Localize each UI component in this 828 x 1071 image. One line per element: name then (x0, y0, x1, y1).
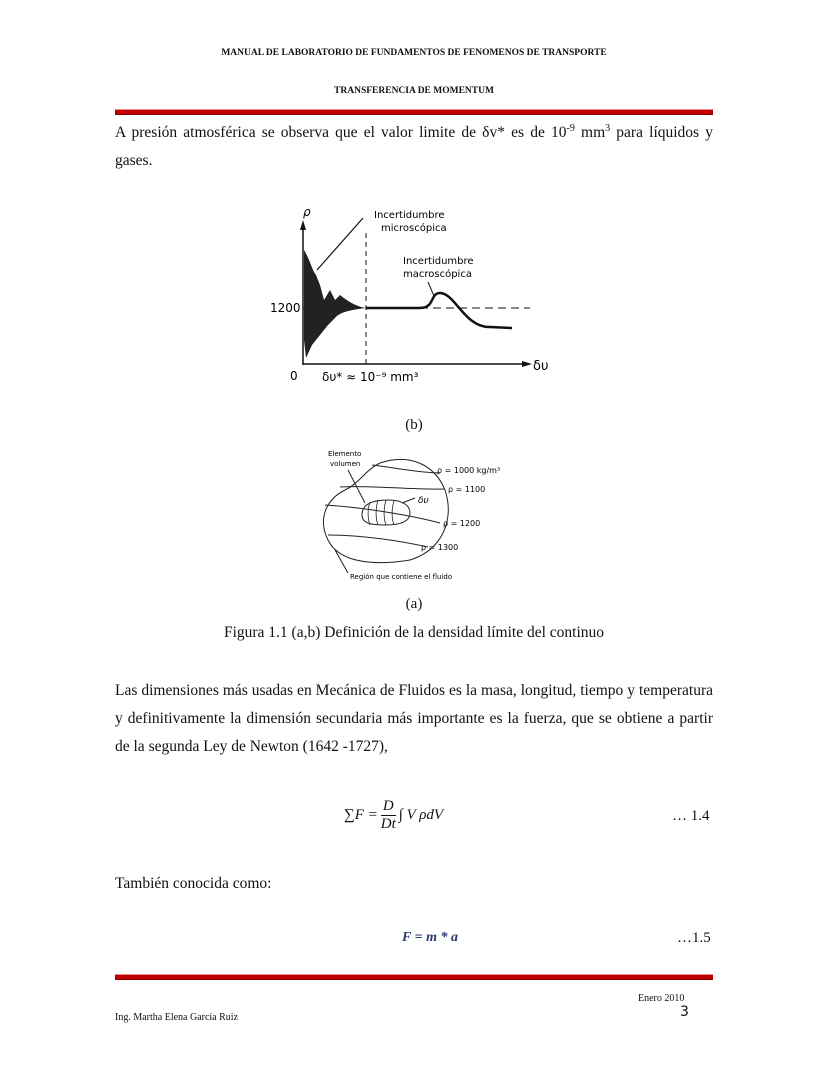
macro-annotation-leader (428, 282, 434, 296)
rho-1200-label: ρ = 1200 (443, 519, 481, 528)
x-axis-arrow (522, 361, 532, 367)
y-axis-arrow (300, 220, 306, 230)
origin-label: 0 (290, 369, 298, 383)
eq14-lhs: ∑F = (344, 807, 378, 823)
figure-b-density-plot (260, 200, 560, 390)
footer-author: Ing. Martha Elena García Ruiz (115, 1012, 239, 1023)
element-label-2: volumen (330, 460, 361, 468)
dv-label: δυ (418, 496, 429, 506)
x-axis-label: δυ (533, 359, 549, 374)
intro-unit: mm (574, 124, 606, 142)
x-marker-label: δυ* ≈ 10⁻⁹ mm³ (322, 370, 419, 384)
eq14-rhs: ∫ V ρdV (398, 807, 444, 823)
header-title: MANUAL DE LABORATORIO DE FUNDAMENTOS DE FENOMENOS DE TRANSPORTE (221, 48, 607, 58)
rho-1100-label: ρ = 1100 (448, 485, 486, 494)
figure-a-fluid-region (310, 445, 530, 585)
macro-annotation-2: macroscópica (403, 269, 472, 280)
eq14-number: … 1.4 (672, 808, 710, 824)
intro-paragraph (115, 115, 713, 175)
rho-1300-label: ρ = 1300 (421, 543, 459, 552)
isoline-1200 (325, 505, 440, 523)
micro-annotation-leader (317, 218, 363, 270)
region-leader (335, 550, 348, 573)
rho-1000-label: ρ = 1000 kg/m³ (437, 466, 501, 475)
figure-caption: Figura 1.1 (a,b) Definición de la densidad límite del continuo (223, 624, 605, 641)
macro-annotation-1: Incertidumbre (403, 256, 474, 267)
figure-b-caption: (b) (405, 417, 423, 433)
dv-leader (402, 498, 415, 503)
dimensions-paragraph: Las dimensiones más usadas en Mecánica de Fluidos es la masa, longitud, tiempo y temperatura y definitivamente la dimensión secundaria más importante es la fuerza, que se obtiene a partir de la segunda Ley de Newton (1642 -1727), (115, 682, 713, 755)
region-label: Región que contiene el fluido (350, 573, 453, 581)
microscopic-uncertainty-band (304, 250, 366, 358)
also-known-text: También conocida como: (115, 875, 272, 892)
isoline-1300 (328, 535, 428, 547)
figure-a-caption: (a) (405, 596, 423, 612)
y-tick-1200: 1200 (270, 301, 301, 315)
footer-divider (115, 974, 713, 980)
equation-1-4 (344, 798, 443, 833)
micro-annotation-1: Incertidumbre (374, 210, 445, 221)
eq15-number: …1.5 (677, 930, 711, 946)
footer-date: Enero 2010 (638, 993, 685, 1004)
element-label-1: Elemento (328, 450, 362, 458)
page-number: 3 (680, 1004, 689, 1020)
intro-unit-exponent: 3 (605, 123, 611, 134)
intro-exponent: -9 (566, 123, 575, 134)
intro-text: A presión atmosférica se observa que el valor limite de δv* es de 10 (115, 124, 567, 142)
intro-text-end: para líquidos y gases. (115, 124, 713, 170)
header-subtitle: TRANSFERENCIA DE MOMENTUM (334, 86, 494, 96)
y-axis-label: ρ (303, 205, 311, 219)
isoline-1100 (340, 487, 444, 490)
density-curve (366, 293, 512, 328)
eq14-denominator: Dt (380, 816, 396, 832)
eq14-numerator: D (382, 798, 394, 814)
equation-1-5: F = m * a (402, 930, 458, 945)
micro-annotation-2: microscópica (381, 223, 447, 234)
